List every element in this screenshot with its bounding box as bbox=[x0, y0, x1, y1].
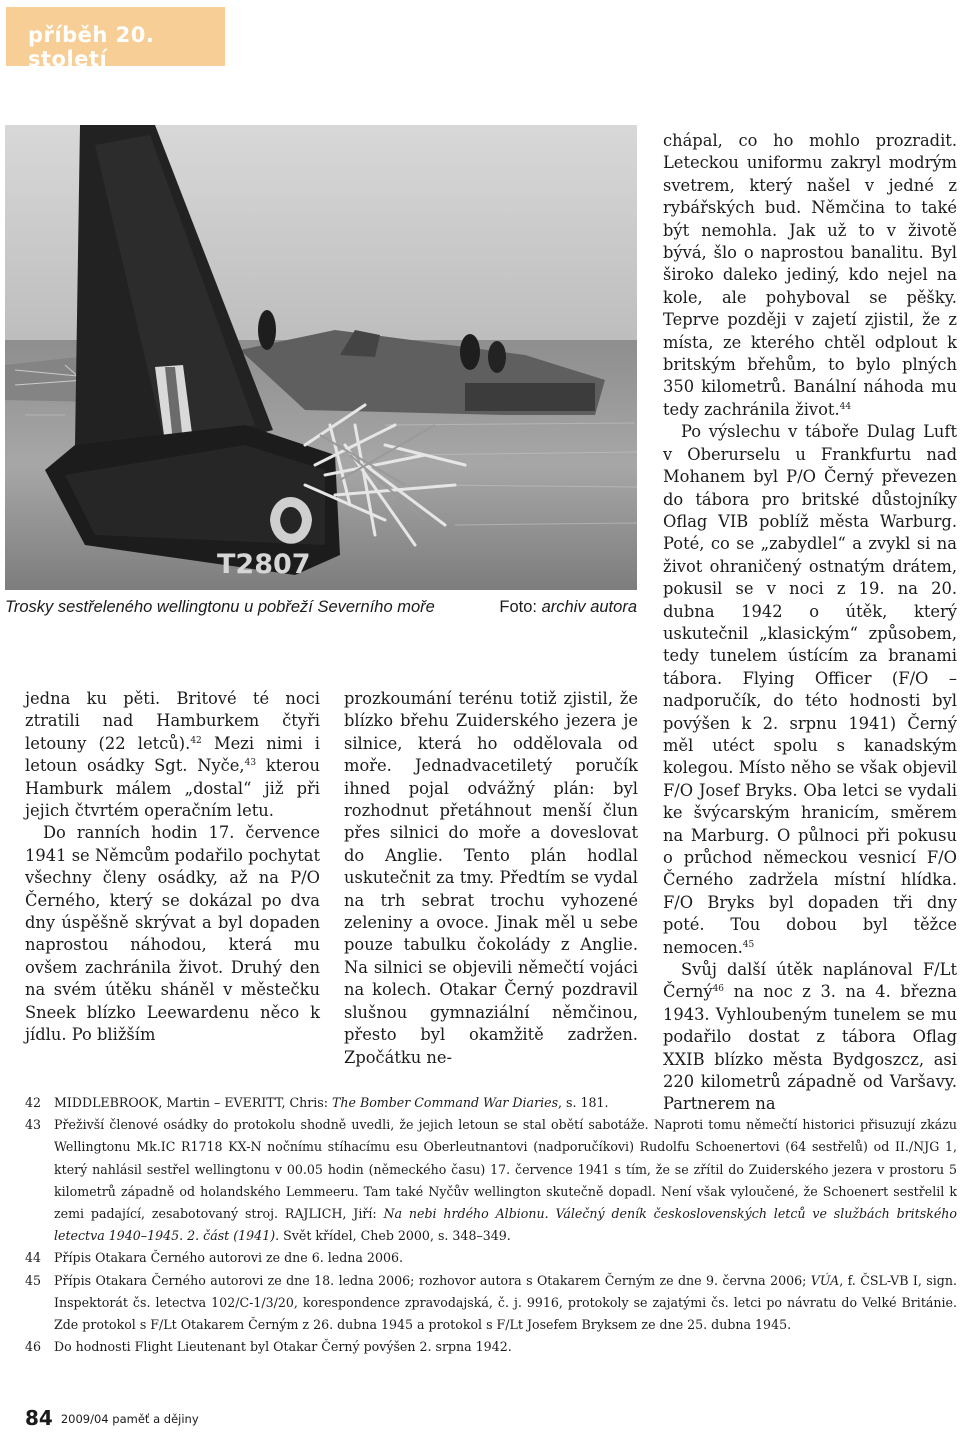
page-number: 84 bbox=[25, 1406, 53, 1430]
credit-source: archiv autora bbox=[541, 598, 637, 616]
footnote-number: 43 bbox=[25, 1117, 42, 1133]
footnote-ref: 44 bbox=[839, 401, 852, 412]
paragraph: prozkoumání terénu totiž zjistil, že blízko břehu Zuiderského jezera je silnice, která ho oddělovala od moře. Jednadvacetiletý poručík ihned pojal odvážný plán: byl rozhodnut přetáhnout menší člun přes silnici do moře a doveslovat do Anglie. Tento plán hodlal uskutečnit za tmy. Předtím se vydal na trh sebrat trochu vyhozené zeleniny a ovoce. Jinak měl u sebe pouze tabulku čokolády z Anglie. Na silnici se objevili němečtí vojáci na kolech. Otakar Černý pozdravil slušnou gymnaziální němčinou, přesto byl okamžitě zadržen. Zpočátku ne- bbox=[344, 689, 638, 1067]
footnote-number: 42 bbox=[25, 1095, 42, 1110]
footnote-text: MIDDLEBROOK, Martin – EVERITT, Chris: The Bomber Command War Diaries, s. 181. bbox=[54, 1095, 609, 1110]
footnote-ref: 43 bbox=[244, 758, 257, 769]
article-column-2 bbox=[344, 688, 638, 1069]
credit-label: Foto: bbox=[499, 598, 538, 616]
paragraph: Po výslechu v táboře Dulag Luft v Oberurselu u Frankfurtu nad Mohanem byl P/O Černý převezen do tábora pro britské důstojníky Oflag VIB poblíž města Warburg. Poté, co se „zabydlel“ a zvykl si na život ohraničený ostnatým drátem, pokusil se v noci z 19. na 20. dubna 1942 o útěk, který uskutečnil „klasickým“ způsobem, tedy tunelem ústícím za branami tábora. Flying Officer (F/O – nadporučík, do této hodnosti byl povýšen k 2. srpnu 1941) Černý měl utéct spolu s kanadským kolegou. Místo něho se však objevil F/O Josef Bryks. Oba letci se vydali ke švýcarským hranicím, směrem na Marburg. O půlnoci při pokusu o průchod německou vesnicí F/O Černého zadržela místní hlídka. F/O Bryks byl dopaden tři dny poté. Tou dobou byl těžce nemocen.$^{45}$ bbox=[663, 422, 957, 957]
footnote-ref: 45 bbox=[742, 939, 755, 950]
footnote-text: Přípis Otakara Černého autorovi ze dne 18. ledna 2006; rozhovor autora s Otakarem Černým ze dne 9. června 2006; VÚA, f. ČSL-VB I, sign. Inspektorát čs. letectva 102/C-1/3/20, korespondence zpravodajská, č. j. 9916, protokoly se zajatými čs. letci po návratu do Velké Británie. Zde protokol s F/Lt Otakarem Černým z 26. dubna 1945 a protokol s F/Lt Josefem Bryksem ze dne 25. dubna 1945. bbox=[54, 1272, 957, 1333]
paragraph: Svůj další útěk naplánoval F/Lt Černý$^{46}$ na noc z 3. na 4. března 1943. Vyhloubeným tunelem se mu podařilo dostat z tábora Oflag XXIB blízko města Bydgoszcz, asi 220 kilometrů západně od Varšavy. Partnerem na bbox=[663, 960, 957, 1114]
caption-text: Trosky sestřeleného wellingtonu u pobřeží Severního moře bbox=[5, 598, 435, 616]
photo-credit bbox=[499, 598, 637, 617]
footnote bbox=[25, 1270, 957, 1337]
footnote-text: Přeživší členové osádky do protokolu shodně uvedli, že jejich letoun se stal obětí sabotáže. Naproti tomu němečtí historici přisuzují zkázu Wellingtonu Mk.IC R1718 KX-N nočnímu stíhacímu esu Oberleutnantovi (nadporučíkovi) Rudolfu Schoenertovi (64 sestřelů) od II./NJG 1, který nahlásil sestřel wellingtonu v 00.05 hodin (německého času) 17. července 1941 s tím, že se zřítil do Zuiderského jezera v prostoru 5 kilometrů západně od holandského Lemmeeru. Tam také Nyčův wellington skutečně dopadl. Není však vyloučené, že Schoenert sestřelil k zemi padající, zesabotovaný stroj. RAJLICH, Jiří: Na nebi hrdého Albionu. Válečný deník československých letců ve službách britského letectva 1940–1945. 2. část (1941). Svět křídel, Cheb 2000, s. 348–349. bbox=[54, 1117, 957, 1244]
paragraph: jedna ku pěti. Britové té noci ztratili nad Hamburkem čtyři letouny (22 letců).$^{42}$ Mezi nimi i letoun osádky Sgt. Nyče,$^{43}$ kterou Hamburk málem „dostal“ již při jejich čtvrtém operačním letu. bbox=[25, 689, 321, 821]
footnotes bbox=[25, 1092, 957, 1358]
footnote bbox=[25, 1247, 957, 1269]
tail-code-label: T2807 bbox=[217, 549, 311, 580]
footnote-text: Přípis Otakara Černého autorovi ze dne 6. ledna 2006. bbox=[54, 1250, 403, 1266]
footnote-text: Do hodnosti Flight Lieutenant byl Otakar Černý povýšen 2. srpna 1942. bbox=[54, 1339, 512, 1355]
footnote-number: 46 bbox=[25, 1339, 42, 1355]
footnote-number: 44 bbox=[25, 1250, 42, 1266]
footnote-ref: 42 bbox=[190, 735, 202, 746]
footnote bbox=[25, 1114, 957, 1247]
section-tag bbox=[6, 7, 225, 71]
article-column-3 bbox=[663, 130, 957, 1116]
wreck-photo bbox=[5, 125, 637, 590]
paragraph: Do ranních hodin 17. července 1941 se Němcům podařilo pochytat všechny členy osádky, až na P/O Černého, který se dokázal po dva dny úspěšně skrývat a byl dopaden naprostou náhodou, která mu ovšem zachránila život. Druhý den na svém útěku sháněl v městečku Sneek blízko Leewardenu něco k jídlu. Po bližším bbox=[25, 823, 320, 1045]
footnote-ref: 46 bbox=[712, 984, 725, 995]
article-column-1 bbox=[25, 688, 320, 1047]
footnote-number: 45 bbox=[25, 1272, 42, 1288]
wellington-wreck-image bbox=[5, 125, 637, 590]
issue-info: 2009/04 paměť a dějiny bbox=[60, 1412, 199, 1426]
footnote bbox=[25, 1336, 957, 1358]
photo-caption bbox=[5, 598, 637, 622]
paragraph: chápal, co ho mohlo prozradit. Leteckou uniformu zakryl modrým svetrem, který našel v jedné z rybářských bud. Němčina to také být nemohla. Jak už to v životě bývá, šlo o naprostou banalitu. Byl široko daleko jediný, kdo nejel na kole, ale pohyboval se pěšky. Teprve později v zajetí zjistil, že z místa, ze kterého chtěl odplout k britským břehům, to bylo plných 350 kilometrů. Banální náhoda mu tedy zachránila život.$^{44}$ bbox=[663, 131, 957, 419]
footnote bbox=[25, 1092, 957, 1114]
section-tag-label: příběh 20. století bbox=[28, 23, 155, 71]
